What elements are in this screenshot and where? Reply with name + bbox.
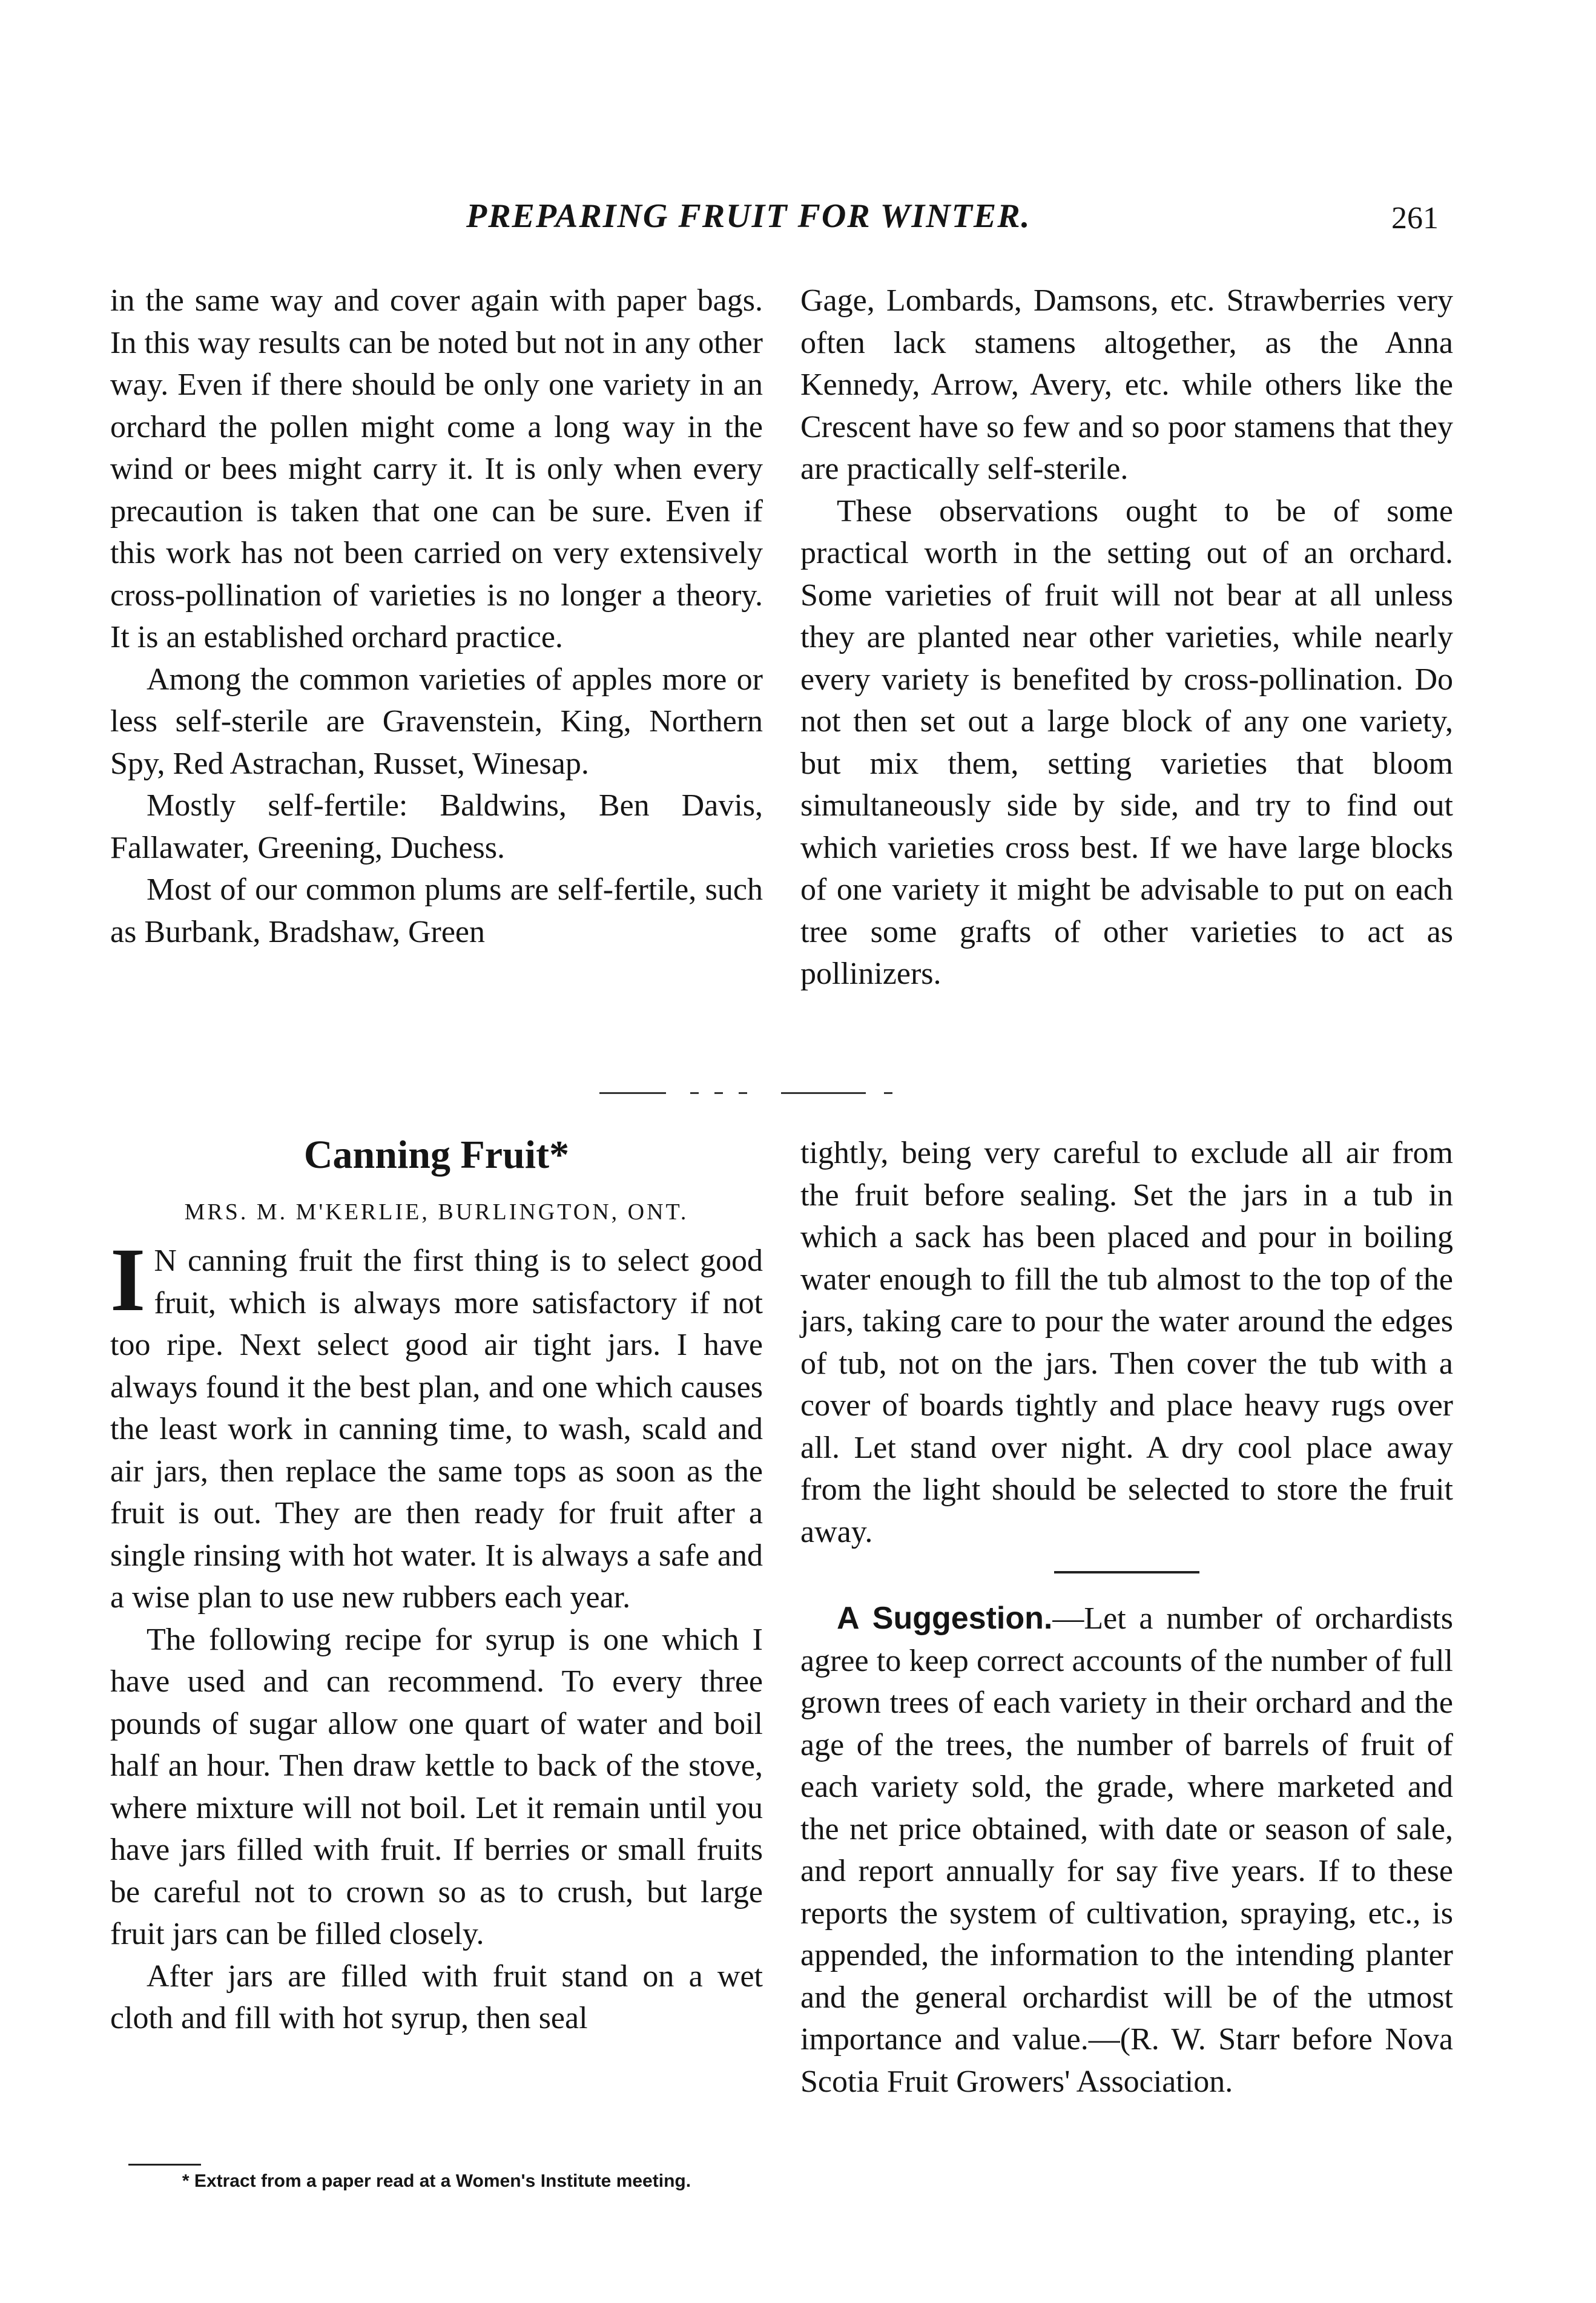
paragraph: Gage, Lombards, Damsons, etc. Strawberries very often lack stamens altogether, as the Anna Kennedy, Arrow, Avery, etc. while others like the Crescent have so few and so poor stamens that they are practically self-sterile. bbox=[800, 283, 1453, 486]
article-byline: MRS. M. M'KERLIE, BURLINGTON, ONT. bbox=[184, 1199, 689, 1225]
paragraph: Most of our common plums are self-fertile, such as Burbank, Bradshaw, Green bbox=[110, 872, 763, 949]
top-right-column bbox=[800, 280, 1453, 995]
footnote-rule bbox=[128, 2164, 201, 2166]
paragraph: Mostly self-fertile: Baldwins, Ben Davis, Fallawater, Greening, Duchess. bbox=[110, 788, 763, 865]
suggestion-heading: A Suggestion. bbox=[837, 1601, 1053, 1636]
article-left-column bbox=[110, 1230, 763, 2040]
first-paragraph bbox=[110, 1230, 763, 1619]
paragraph: The following recipe for syrup is one which I have used and can recommend. To every three pounds of sugar allow one quart of water and boil half an hour. Then draw kettle to back of the stove, where mixture will not boil. Let it remain until you have jars filled with fruit. If berries or small fruits be careful not to crown so as to crush, but large fruit jars can be filled closely. bbox=[110, 1622, 763, 1951]
paragraph: tightly, being very careful to exclude all air from the fruit before sealing. Set the jars in a tub in which a sack has been placed and pour in boiling water enough to fill the tub almost to the top of the jars, taking care to pour the water around the edges of tub, not on the jars. Then cover the tub with a cover of boards tightly and place heavy rugs over all. Let stand over night. A dry cool place away from the light should be selected to store the fruit away. bbox=[800, 1136, 1453, 1549]
paragraph: These observations ought to be of some practical worth in the setting out of an orchard. Some varieties of fruit will not bear at all unless they are planted near other varieties, while nearly every variety is benefited by cross-pollination. Do not then set out a large block of any one variety, but mix them, setting varieties that bloom simultaneously side by side, and try to find out which varieties cross best. If we have large blocks of one variety it might be advisable to put on each tree some grafts of other varieties to act as pollinizers. bbox=[800, 493, 1453, 991]
first-paragraph-text: N canning fruit the first thing is to select good fruit, which is always more satisfactory if not too ripe. Next select good air tight jars. I have always found it the best plan, and one which causes the least work in canning time, to wash, scald and air jars, then replace the same tops as soon as the fruit is out. They are then ready for fruit after a single rinsing with hot water. It is always a safe and a wise plan to use new rubbers each year. bbox=[110, 1244, 763, 1615]
footnote: * Extract from a paper read at a Women's Institute meeting. bbox=[182, 2171, 691, 2191]
section-divider bbox=[599, 1090, 963, 1096]
divider-rule bbox=[1054, 1571, 1199, 1573]
suggestion-paragraph bbox=[800, 1598, 1453, 2103]
top-left-column bbox=[110, 280, 763, 953]
paragraph: After jars are filled with fruit stand on a wet cloth and fill with hot syrup, then seal bbox=[110, 1959, 763, 2035]
article-right-column bbox=[800, 1132, 1453, 2103]
paragraph: in the same way and cover again with paper bags. In this way results can be noted but not in any other way. Even if there should be only one variety in an orchard the pollen might come a long way in the wind or bees might carry it. It is only when every precaution is taken that one can be sure. Even if this work has not been carried on very extensively cross-pollination of varieties is no longer a theory. It is an established orchard practice. bbox=[110, 283, 763, 654]
suggestion-text: —Let a number of orchardists agree to keep correct accounts of the number of full grown trees of each variety in their orchard and the age of the trees, the number of barrels of fruit of each variety sold, the grade, where marketed and the net price obtained, with date or season of sale, and report annually for say five years. If to these reports the system of cultivation, spraying, etc., is appended, the information to the intending planter and the general orchardist will be of the utmost importance and value.—(R. W. Starr before Nova Scotia Fruit Growers' Association. bbox=[800, 1601, 1453, 2099]
paragraph: Among the common varieties of apples more or less self-sterile are Gravenstein, King, Northern Spy, Red Astrachan, Russet, Winesap. bbox=[110, 662, 763, 781]
running-title: PREPARING FRUIT FOR WINTER. bbox=[466, 197, 1031, 235]
article-title: Canning Fruit* bbox=[303, 1133, 570, 1177]
page-header bbox=[0, 197, 1596, 251]
drop-cap: I bbox=[110, 1230, 146, 1330]
page-number: 261 bbox=[1391, 201, 1439, 236]
